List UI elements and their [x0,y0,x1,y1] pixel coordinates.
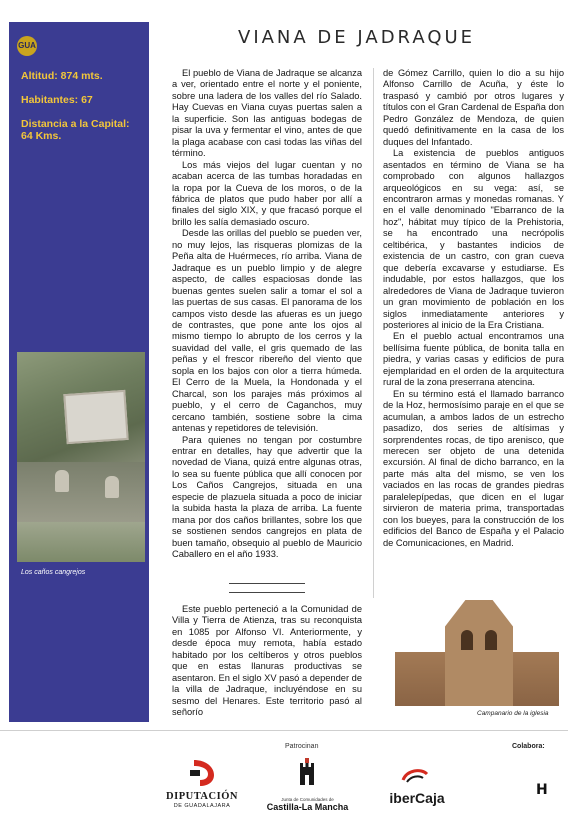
footer-divider [0,730,568,731]
section-divider [229,592,305,593]
collaborators-label: Colabora: [512,743,545,750]
column-rule [373,68,374,598]
fountain-spout [105,476,119,498]
h-logo: H [536,782,548,798]
page-title: VIANA DE JADRAQUE [238,27,476,48]
church-caption: Campanario de la iglesia [477,710,549,717]
diputacion-mark-icon [188,758,216,788]
paragraph: En el pueblo actual encontramos una bellísima fuente pública, de bonita talla en piedra, y varias casas y edificios de pura ejemplaridad en el orden de la arquitectura rural de la zona preserrana atencina. [383,331,564,388]
section-divider [229,583,305,584]
province-badge: GUA [17,36,37,56]
fountain-caption: Los caños cangrejos [21,569,86,576]
article-column-right [383,68,564,549]
paragraph: Desde las orillas del pueblo se pueden ver, no muy lejos, las risqueras plomizas de la Peña alta de Huérmeces, río arriba. Viana de Jadraque es un pueblo limpio y de alegre aspecto, de calles espaciosas donde las buenas gentes suelen salir a tomar el sol a las puertas de sus casas. El panorama de los campos visto desde las afueras es un juego de contrastes, que pone ante los ojos al mismo tiempo lo abrupto de los cerros y la suavidad del valle, el gris quemado de las peñas y el frescor ribereño del viento que sopla en los bajos con olor a tierra húmeda. El Cerro de la Muela, la Hondonada y el Charcal, son los parajes más próximos al pueblo, y el cerro de Caganchos, muy cercano también, sostiene sobre la cima antenas y repetidores de televisión. [172,228,362,434]
article-column-left [172,68,362,560]
paragraph: Este pueblo perteneció a la Comunidad de Villa y Tierra de Atienza, tras su reconquista en 1085 por Alfonso VI. Anteriormente, y desde época muy remota, había estado habitado por los celtíberos y otros pueblos que en estas llanuras productivas se asentaron. En el siglo XV pasó a depender de la villa de Jadraque, incluyéndose en su sesmo del Henares. Este territorio pasó al señorío [172,604,362,718]
ibercaja-logo [380,766,454,812]
jccm-logo [265,757,350,815]
diputacion-logo [162,758,242,814]
altitude-stat: Altitud: 874 mts. [21,70,103,82]
sponsors-label: Patrocinan [285,743,319,750]
church-photo [395,580,559,706]
population-stat: Habitantes: 67 [21,94,93,106]
fountain-wall [17,462,145,522]
fountain-photo [17,352,145,562]
paragraph: de Gómez Carrillo, quien lo dio a su hijo Alfonso Carrillo de Acuña, y éste lo traspasó y cambió por otros lugares y títulos con el Gran Cardenal de España don Pedro González de Mendoza, de quien quedó definitivamente en la casa de los duques del Infantado. [383,68,564,147]
paragraph: Para quienes no tengan por costumbre entrar en detalles, hay que advertir que la novedad de Viana, quizá entre algunas otras, lo sea su fuente pública que allí conocen por Los Caños Cangrejos, situada en una especie de plazuela situada a poco de iniciar la subida hasta la plaza de arriba. La fuente mana por dos caños brillantes, sobre los que se sostienen sendos cangrejos en plata de buen tamaño, obsequio al pueblo de Mauricio Caballero en el año 1933. [172,434,362,560]
paragraph: En su término está el llamado barranco de la Hoz, hermosísimo paraje en el que se acumulan, a ambos lados de un estrecho pasadizo, dos series de altísimas y sorprendentes rocas, de tipo arenisco, que merecen ser objeto de una detenida excursión. Al final de dicho barranco, en la parte más alta del mismo, se ven los vaciados en las rocas de grandes piedras paralelepípedas, que dicen en el lugar sirvieron de materia prima, transportadas con los bueyes, para la construcción de los edificios del Banco de España y el Palacio de Comunicaciones, en Madrid. [383,388,564,548]
fountain-basin [17,522,145,562]
fountain-spout [55,470,69,492]
jccm-name: Castilla-La Mancha [266,802,349,812]
ibercaja-mark-icon [399,766,431,786]
distance-stat: Distancia a la Capital: 64 Kms. [21,118,130,142]
paragraph: Los más viejos del lugar cuentan y no acaban acerca de las tumbas horadadas en la ropa por la Cueva de los moros, o de la fábrica de platos que pudo haber por allí a finales del siglo XIX, y que fracasó porque el brillo les salía demasiado oscuro. [172,159,362,227]
diputacion-name: DIPUTACIÓN [166,791,238,802]
castle-crest-icon [298,757,316,787]
bell-arch [485,630,497,650]
article-column-left-lower [172,604,362,719]
church-belltower [445,600,513,706]
paragraph: La existencia de pueblos antiguos asentados en término de Viana se ha comprobado con algunos hallazgos arqueológicos en su vega: así, se encontraron armas y monedas romanas. Y en el valle denominado "Ebarranco de la hoz", hábitat muy típico de la Prehistoria, se ha encontrado una necrópolis celtibérica, y bastantes indicios de existencia de un castro, con gran cueva que debería excavarse y estudiarse. Es indudable, por estos hallazgos, que los alrededores de Viana de Jadraque tuvieron un gran movimiento de población en los siglos inmediatamente anteriores y posteriores al inicio de la Era Cristiana. [383,148,564,330]
ibercaja-name: iberCaja [389,790,445,806]
paragraph: El pueblo de Viana de Jadraque se alcanza a ver, orientado entre el norte y el poniente, sobre una ladera de los valles del río Salado. Hay Cuevas en Viana cuyas puertas salen a la superficie. Son las antiguas bodegas de pisar la uva y fermentar el vino, antes de que la plaga acabase con casi todas las viñas del término. [172,68,362,159]
jccm-junta: Junta de Comunidades de [281,797,334,802]
diputacion-subname: DE GUADALAJARA [173,803,231,809]
bell-arch [461,630,473,650]
fountain-plaque [63,390,128,444]
